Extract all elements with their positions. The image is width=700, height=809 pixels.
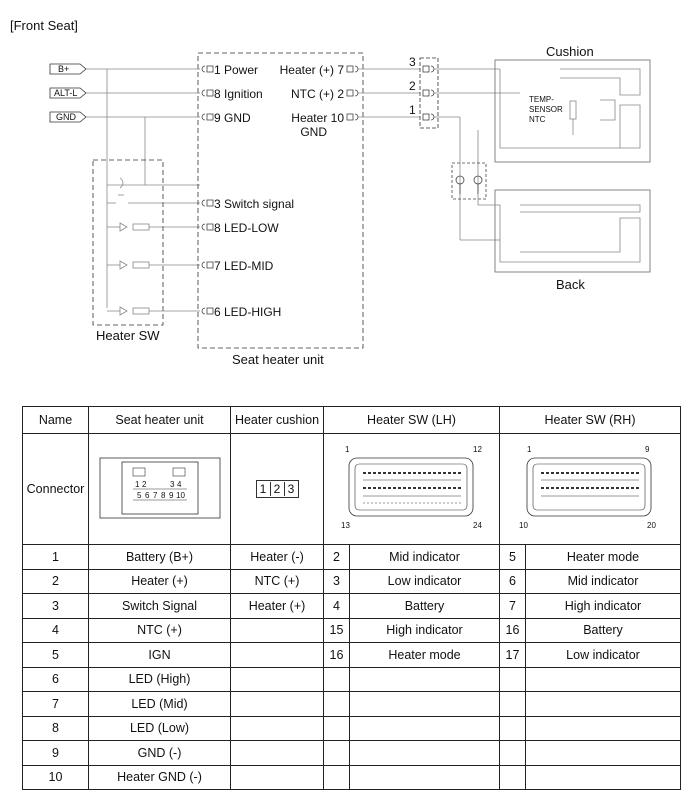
table-row [23,618,681,643]
unit-pin-desc: Heater GND (-) [89,765,231,790]
unit-connector-drawing [89,434,231,545]
pin-name: 4 [23,618,89,643]
pin-name: 7 [23,692,89,717]
lh-pin-num [324,741,350,766]
unit-pin-desc: LED (High) [89,667,231,692]
unit-pin-4: 4 [176,479,181,489]
rh-pin-desc [526,716,681,741]
lh-pin-desc: Battery [350,594,500,619]
svg-text:3 Switch signal: 3 Switch signal [214,197,295,211]
svg-text:NTC: NTC [529,115,546,124]
connector-pin-numbers [409,55,416,117]
input-tag-bplus [50,64,86,74]
svg-text:1: 1 [409,103,416,117]
table-row [23,643,681,668]
svg-text:2: 2 [409,79,416,93]
cushion-pin-desc: Heater (+) [231,594,324,619]
lh-pin-desc [350,765,500,790]
lh-pin-1: 1 [344,444,349,454]
table-row [23,569,681,594]
table-row [23,692,681,717]
lh-pin-13: 13 [340,520,350,530]
rh-pin-desc [526,741,681,766]
cushion-pin-desc [231,667,324,692]
header-heater-sw-rh: Heater SW (RH) [500,407,681,434]
svg-text:1 Power: 1 Power [214,63,259,77]
unit-left-pins [214,63,294,319]
lh-pin-num [324,765,350,790]
lh-pin-12: 12 [472,444,482,454]
unit-pin-10: 10 [175,490,185,500]
table-row [23,765,681,790]
unit-pin-desc: NTC (+) [89,618,231,643]
led-symbols [107,223,200,315]
lh-pin-24: 24 [472,520,482,530]
cushion-pin-desc [231,741,324,766]
pin-name: 9 [23,741,89,766]
lh-pin-desc: Mid indicator [350,545,500,570]
lh-pin-num [324,667,350,692]
pin-name: 5 [23,643,89,668]
input-tag-alt-l [50,88,86,98]
lh-pin-num: 15 [324,618,350,643]
seat-heater-unit-label: Seat heater unit [232,352,324,367]
lh-pin-desc: Low indicator [350,569,500,594]
svg-text:6 LED-HIGH: 6 LED-HIGH [214,305,282,319]
unit-pin-9: 9 [168,490,173,500]
input-wires [86,69,200,308]
cushion-pin-3: 3 [287,482,295,496]
cushion-pin-desc [231,618,324,643]
unit-pin-desc: LED (Low) [89,716,231,741]
lh-pin-num: 2 [324,545,350,570]
lh-pin-num [324,716,350,741]
lh-pin-desc [350,667,500,692]
input-tag-gnd [50,112,86,122]
rh-pin-num [500,716,526,741]
unit-pin-1: 1 [134,479,139,489]
rh-pin-desc: Low indicator [526,643,681,668]
lh-connector-drawing [324,434,500,545]
svg-text:TEMP-: TEMP- [529,95,554,104]
rh-pin-10: 10 [519,520,528,530]
unit-pin-3: 3 [169,479,174,489]
cushion-pin-2: 2 [271,482,285,496]
svg-text:8 Ignition: 8 Ignition [214,87,263,101]
pin-name: 2 [23,569,89,594]
svg-text:NTC (+) 2: NTC (+) 2 [290,87,344,101]
cushion-pin-desc [231,643,324,668]
rh-pin-9: 9 [645,444,650,454]
cushion-connector-drawing [231,434,324,545]
rh-pin-num: 6 [500,569,526,594]
rh-pin-num [500,692,526,717]
unit-pin-8: 8 [160,490,165,500]
header-seat-heater-unit: Seat heater unit [89,407,231,434]
svg-text:3: 3 [409,55,416,69]
header-heater-cushion: Heater cushion [231,407,324,434]
unit-pin-desc: GND (-) [89,741,231,766]
unit-pin-7: 7 [152,490,157,500]
unit-right-pins [280,63,345,139]
unit-pin-desc: IGN [89,643,231,668]
unit-right-terminals [347,66,358,120]
wiring-diagram [0,0,700,400]
rh-pin-desc [526,667,681,692]
rh-pin-num: 17 [500,643,526,668]
header-name: Name [23,407,89,434]
back-heater-element [478,190,650,272]
unit-left-terminals [202,66,213,314]
cushion-pin-desc [231,765,324,790]
table-row [23,741,681,766]
lh-pin-num [324,692,350,717]
rh-pin-desc: High indicator [526,594,681,619]
lh-pin-num: 16 [324,643,350,668]
pin-table [22,406,681,790]
lh-pin-num: 4 [324,594,350,619]
pin-name: 6 [23,667,89,692]
cushion-heater-element [434,60,650,240]
svg-text:9 GND: 9 GND [214,111,251,125]
cushion-pin-desc: Heater (-) [231,545,324,570]
svg-text:ALT-L: ALT-L [54,88,78,98]
rh-pin-num [500,741,526,766]
rh-pin-desc [526,765,681,790]
cushion-label: Cushion [546,44,594,59]
unit-pin-desc: LED (Mid) [89,692,231,717]
heater-sw-label: Heater SW [96,328,160,343]
unit-pin-5: 5 [136,490,141,500]
unit-pin-desc: Battery (B+) [89,545,231,570]
unit-pin-desc: Heater (+) [89,569,231,594]
lh-pin-num: 3 [324,569,350,594]
connector-terminals [423,66,434,120]
unit-pin-6: 6 [144,490,149,500]
rh-pin-desc: Heater mode [526,545,681,570]
switch-symbol [107,178,200,203]
lh-pin-desc [350,692,500,717]
back-label: Back [556,277,585,292]
rh-pin-num: 7 [500,594,526,619]
table-row [23,716,681,741]
cushion-pin-1: 1 [257,482,271,496]
rh-pin-desc: Mid indicator [526,569,681,594]
unit-pin-desc: Switch Signal [89,594,231,619]
svg-text:B+: B+ [58,64,70,74]
pin-name: 3 [23,594,89,619]
unit-pin-2: 2 [141,479,146,489]
rh-pin-num: 5 [500,545,526,570]
svg-text:7 LED-MID: 7 LED-MID [214,259,274,273]
pin-name: 10 [23,765,89,790]
svg-text:GND: GND [56,112,76,122]
lh-pin-desc [350,716,500,741]
lh-pin-desc [350,741,500,766]
cushion-pin-desc [231,716,324,741]
cushion-pin-desc [231,692,324,717]
pin-name: 1 [23,545,89,570]
header-heater-sw-lh: Heater SW (LH) [324,407,500,434]
svg-text:Heater 10: Heater 10 [291,111,344,125]
connector-label: Connector [23,434,89,545]
pin-name: 8 [23,716,89,741]
table-row [23,545,681,570]
rh-pin-desc: Battery [526,618,681,643]
rh-pin-num: 16 [500,618,526,643]
inline-connectors [452,163,486,199]
rh-connector-drawing [500,434,681,545]
svg-text:Heater (+) 7: Heater (+) 7 [279,63,344,77]
rh-pin-desc [526,692,681,717]
rh-pin-1: 1 [527,444,532,454]
svg-text:GND: GND [300,125,327,139]
temp-sensor-label [529,95,563,124]
lh-pin-desc: Heater mode [350,643,500,668]
rh-pin-num [500,667,526,692]
rh-pin-20: 20 [647,520,656,530]
svg-text:8 LED-LOW: 8 LED-LOW [214,221,279,235]
cushion-pin-desc: NTC (+) [231,569,324,594]
diagram-title: [Front Seat] [10,18,78,33]
table-row [23,594,681,619]
svg-text:SENSOR: SENSOR [529,105,563,114]
table-row [23,667,681,692]
rh-pin-num [500,765,526,790]
lh-pin-desc: High indicator [350,618,500,643]
